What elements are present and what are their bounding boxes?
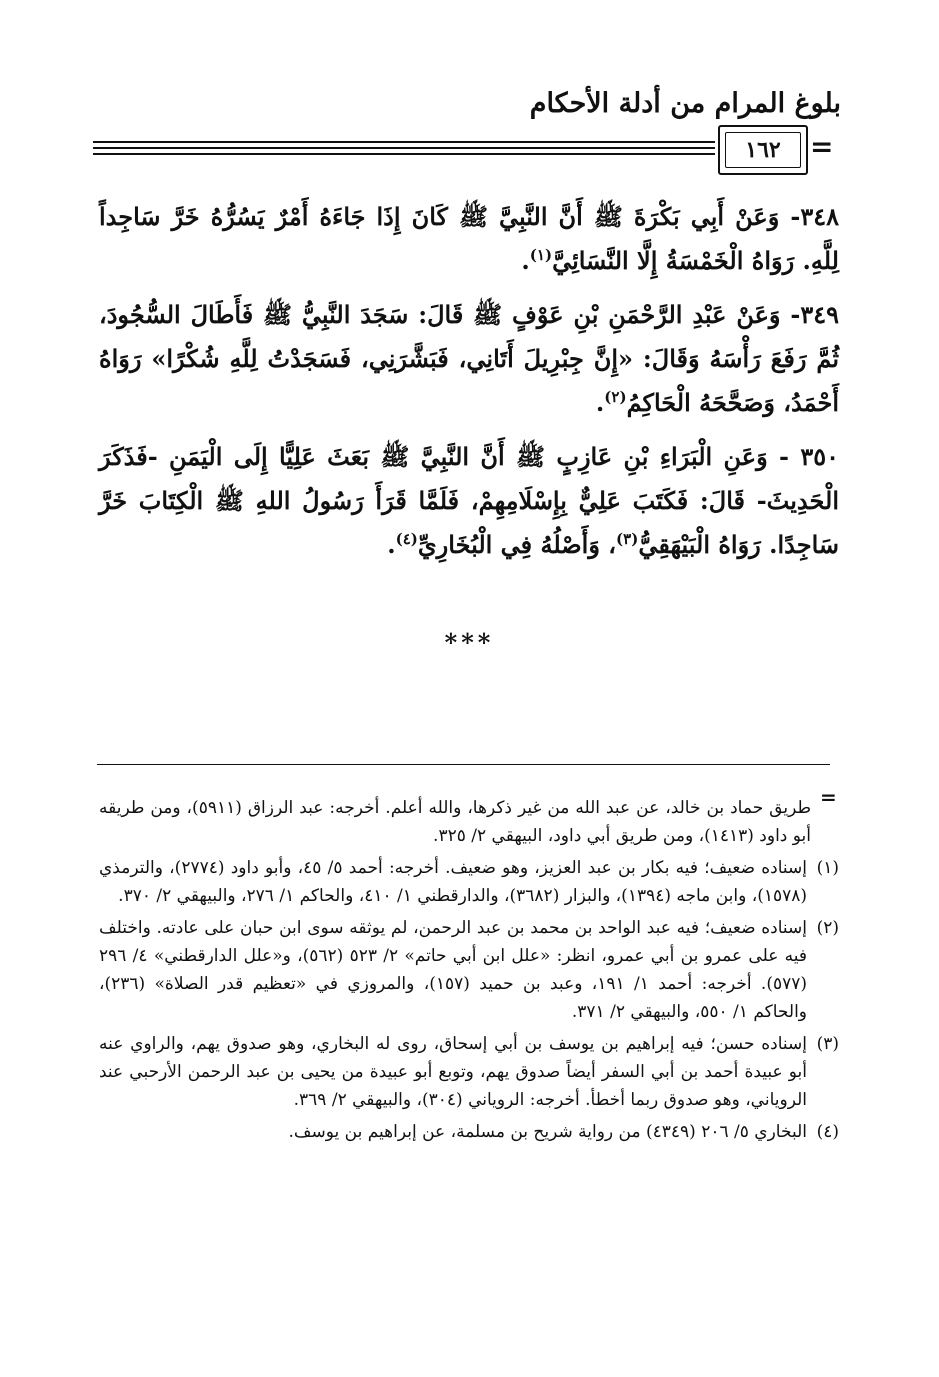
footnote-number: (١) [816,858,839,878]
footnote-text: البخاري ٥/ ٢٠٦ (٤٣٤٩) من رواية شريح بن مسلمة، عن إبراهيم بن يوسف. [288,1122,807,1142]
footnote-number: (٤) [816,1122,839,1142]
hadith-number: ٣٤٩- [790,300,839,329]
section-separator: *** [444,628,495,657]
footnote-ref: (١) [529,246,553,264]
footnote-number: (٣) [816,1034,839,1054]
footnote-text: إسناده ضعيف؛ فيه عبد الواحد بن محمد بن عبد الرحمن، لم يوثقه سوى ابن حبان على عادته. واختلف فيه على عمرو بن أبي عمرو، انظر: «علل ابن أبي حاتم» ٢/ ٥٢٣ (٥٦٢)، و«علل الدارقطني» ٤/ ٢٩٦ (٥٧٧). أخرجه: أحمد ١/ ١٩١، وعبد بن حميد (١٥٧)، والمروزي في «تعظيم قدر الصلاة» (٢٣٦)، والحاكم ١/ ٥٥٠، والبيهقي ٢/ ٣٧١. [99,918,808,1022]
footnote-ref: (٤) [395,530,418,548]
header-rule-line [93,153,715,155]
footnote-continuation-mark: = [820,785,837,809]
footnote [99,914,839,1026]
header-edge-mark: = [810,130,834,163]
footnote [99,1030,839,1114]
running-title: بلوغ المرام من أدلة الأحكام [529,88,841,119]
footnote-text: إسناده حسن؛ فيه إبراهيم بن يوسف بن أبي إسحاق، روى له البخاري، وهو صدوق يهم، والراوي عنه أبو عبيدة أحمد بن أبي السفر أيضاً صدوق يهم، وتوبع أبو عبيدة من يحيى بن عبد الرحمن الأرحبي عند الروياني، وهو صدوق ربما أخطأ. أخرجه: الروياني (٣٠٤)، والبيهقي ٢/ ٣٦٩. [99,1034,807,1110]
hadith-paragraph: ٣٥٠ - وَعَنِ الْبَرَاءِ بْنِ عَازِبٍ ﷺ أَنَّ النَّبِيَّ ﷺ بَعَثَ عَلِيًّا إِلَى الْيَمَنِ -فَذَكَرَ الْحَدِيثَ- قَالَ: فَكَتَبَ عَلِيٌّ بِإِسْلَامِهِمْ، فَلَمَّا قَرَأَ رَسُولُ اللهِ ﷺ الْكِتَابَ خَرَّ سَاجِدًا. رَوَاهُ الْبَيْهَقِيُّ$^{(٣)}$، وَأَصْلُهُ فِي الْبُخَارِيِّ$^{(٤)}$. [99,442,839,559]
footnote-continuation: طريق حماد بن خالد، عن عبد الله من غير ذكرها، والله أعلم. أخرجه: عبد الرزاق (٥٩١١)، ومن طريقه أبو داود (١٤١٣)، ومن طريق أبي داود، البيهقي ٢/ ٣٢٥. [99,798,811,846]
footnote-text: إسناده ضعيف؛ فيه بكار بن عبد العزيز، وهو ضعيف. أخرجه: أحمد ٥/ ٤٥، وأبو داود (٢٧٧٤)، والترمذي (١٥٧٨)، وابن ماجه (١٣٩٤)، والبزار (٣٦٨٢)، والدارقطني ١/ ٤١٠، والحاكم ١/ ٢٧٦، والبيهقي ٢/ ٣٧٠. [99,858,807,906]
header-rule-line [93,147,715,149]
header-rule [93,141,715,155]
hadith-text: وَعَنْ أَبِي بَكْرَةَ ﷺ أَنَّ النَّبِيَّ ﷺ كَانَ إِذَا جَاءَهُ أَمْرٌ يَسُرُّهُ خَرَّ سَاجِداً لِلَّهِ. رَوَاهُ الْخَمْسَةُ إِلَّا النَّسَائِيَّ [99,202,839,275]
footnotes [99,794,839,1150]
footnote-number: (٢) [816,918,839,938]
page-number: ١٦٢ [725,132,801,168]
hadith-paragraph: ٣٤٨- وَعَنْ أَبِي بَكْرَةَ ﷺ أَنَّ النَّبِيَّ ﷺ كَانَ إِذَا جَاءَهُ أَمْرٌ يَسُرُّهُ خَرَّ سَاجِداً لِلَّهِ. رَوَاهُ الْخَمْسَةُ إِلَّا النَّسَائِيَّ$^{(١)}$. [99,202,839,275]
hadith-number: ٣٥٠ - [779,442,839,471]
footnote-ref: (٢) [604,388,627,406]
main-text [99,195,839,577]
hadith-number: ٣٤٨- [790,202,839,231]
footnote [99,854,839,910]
hadith-paragraph: ٣٤٩- وَعَنْ عَبْدِ الرَّحْمَنِ بْنِ عَوْفٍ ﷺ قَالَ: سَجَدَ النَّبِيُّ ﷺ فَأَطَالَ السُّجُودَ، ثُمَّ رَفَعَ رَأْسَهُ وَقَالَ: «إِنَّ جِبْرِيلَ أَتَانِي، فَبَشَّرَنِي، فَسَجَدْتُ لِلَّهِ شُكْرًا» رَوَاهُ أَحْمَدُ، وَصَحَّحَهُ الْحَاكِمُ$^{(٢)}$. [99,300,840,417]
footnote-rule [97,764,830,765]
hadith-text: وَعَنْ عَبْدِ الرَّحْمَنِ بْنِ عَوْفٍ ﷺ قَالَ: سَجَدَ النَّبِيُّ ﷺ فَأَطَالَ السُّجُودَ، ثُمَّ رَفَعَ رَأْسَهُ وَقَالَ: «إِنَّ جِبْرِيلَ أَتَانِي، فَبَشَّرَنِي، فَسَجَدْتُ لِلَّهِ شُكْرًا» رَوَاهُ أَحْمَدُ، وَصَحَّحَهُ الْحَاكِمُ [99,300,840,417]
footnote-ref: (٣) [616,530,639,548]
footnote [99,1118,839,1146]
hadith-text: ، وَأَصْلُهُ فِي الْبُخَارِيِّ [417,530,617,559]
header-rule-line [93,141,715,143]
page-number-box [718,125,808,175]
hadith-text: وَعَنِ الْبَرَاءِ بْنِ عَازِبٍ ﷺ أَنَّ النَّبِيَّ ﷺ بَعَثَ عَلِيًّا إِلَى الْيَمَنِ -فَذَكَرَ الْحَدِيثَ- قَالَ: فَكَتَبَ عَلِيٌّ بِإِسْلَامِهِمْ، فَلَمَّا قَرَأَ رَسُولُ اللهِ ﷺ الْكِتَابَ خَرَّ سَاجِدًا. رَوَاهُ الْبَيْهَقِيُّ [99,442,839,559]
